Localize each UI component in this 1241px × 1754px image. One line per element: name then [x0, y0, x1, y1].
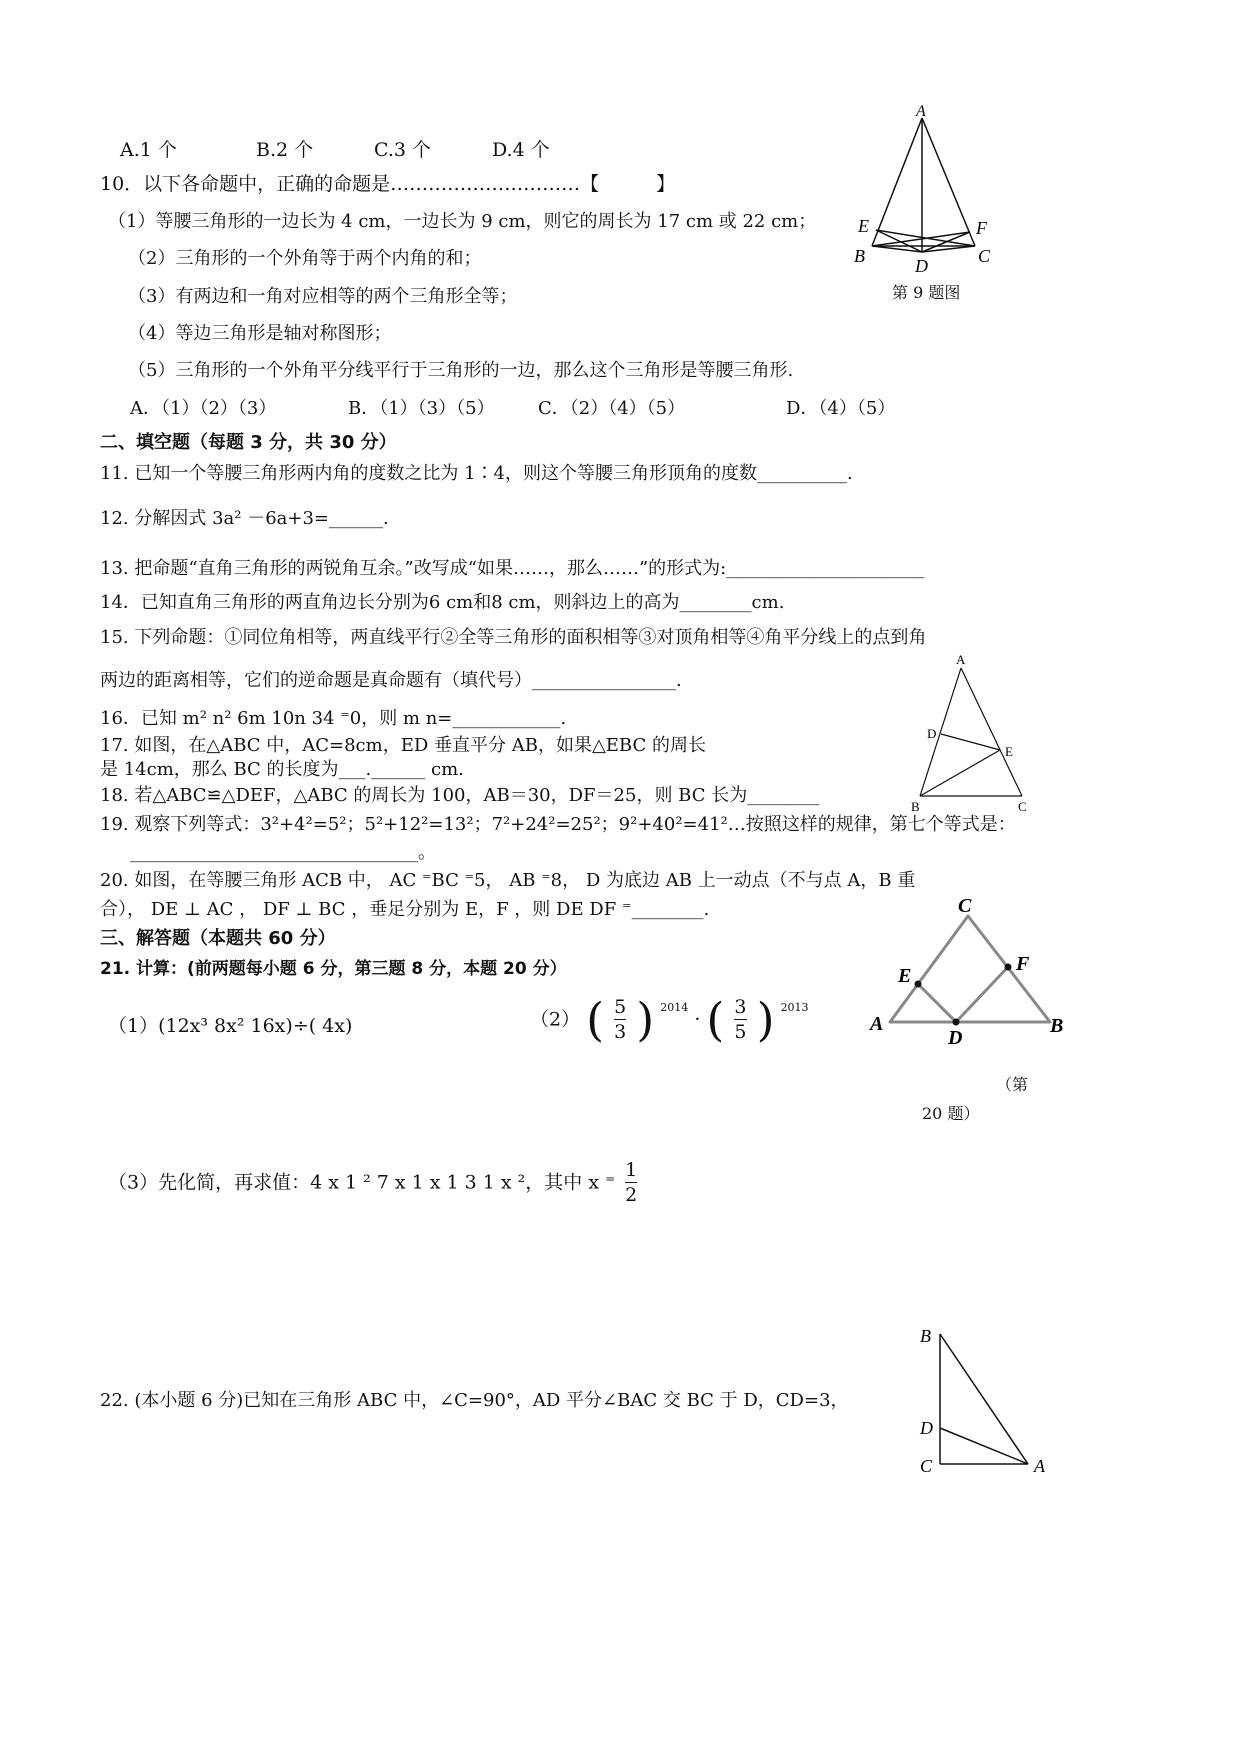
q20-label-e: E: [898, 965, 912, 987]
q20-line2: 合）， DE ⊥ AC ， DF ⊥ BC ，垂足分别为 E，F ，则 DE DF ⁼________.: [100, 899, 710, 920]
q21-part2-exp2: 2013: [780, 1001, 809, 1014]
q10-item-4: （4）等边三角形是轴对称图形；: [128, 323, 392, 344]
q9-figure-caption: 第 9 题图: [892, 283, 961, 302]
q17-label-e: E: [1005, 744, 1013, 759]
q18: 18. 若△ABC≌△DEF，△ABC 的周长为 100，AB＝30，DF＝25，则 BC 长为________: [100, 785, 820, 806]
q20-point-f: [1005, 964, 1012, 971]
q22-label-d: D: [920, 1418, 933, 1438]
q20-point-e: [915, 981, 922, 988]
q12: 12. 分解因式 3a² －6a+3=______.: [100, 508, 389, 529]
q21-part2-rparen: ): [636, 992, 655, 1047]
q16: 16．已知 m² n² 6m 10n 34 ⁼0，则 m n=____________.: [100, 708, 567, 729]
q10-item-5: （5）三角形的一个外角平分线平行于三角形的一边，那么这个三角形是等腰三角形.: [128, 360, 794, 381]
q20-caption-line1: （第: [996, 1075, 1029, 1094]
q22-label-c: C: [920, 1456, 933, 1476]
q15-line1: 15. 下列命题：①同位角相等，两直线平行②全等三角形的面积相等③对顶角相等④角平分线上的点到角: [100, 627, 927, 648]
q21-part2-rparen2: ): [756, 992, 775, 1047]
q21-part2-lparen2: (: [706, 992, 725, 1047]
q20-label-f: F: [1016, 953, 1030, 975]
q21-part2-f2-num: 3: [734, 996, 747, 1018]
q11: 11. 已知一个等腰三角形两内角的度数之比为 1∶4，则这个等腰三角形顶角的度数__________.: [100, 463, 853, 484]
q17-figure: [905, 650, 1035, 815]
q20-caption-line2: 20 题）: [922, 1104, 980, 1123]
q9-figure: [850, 100, 1010, 280]
q17-line2: 是 14cm，那么 BC 的长度为___.______ cm.: [100, 759, 464, 780]
q20-label-c: C: [958, 895, 972, 917]
q21-part3-fraction: [625, 1158, 637, 1207]
q21-part2-dot: ·: [694, 1008, 701, 1031]
q10-item-1: （1）等腰三角形的一边长为 4 cm，一边长为 9 cm，则它的周长为 17 cm 或 22 cm；: [108, 211, 817, 232]
q21-part2-prefix: （2）: [530, 1008, 581, 1031]
q21-part2: [530, 992, 809, 1059]
q21-part2-lparen: (: [586, 992, 605, 1047]
q21-part1: （1）(12x³ 8x² 16x)÷( 4x): [108, 1015, 353, 1037]
q14: 14．已知直角三角形的两直角边长分别为6 cm和8 cm，则斜边上的高为________cm.: [100, 592, 785, 613]
q17-label-d: D: [927, 726, 937, 741]
q21-part3-num: 1: [625, 1159, 638, 1181]
q17-line1: 17. 如图，在△ABC 中，AC=8cm，ED 垂直平分 AB，如果△EBC 的周长: [100, 735, 706, 756]
q9-option-c: C.3 个: [374, 139, 432, 161]
q10-option-d: D．（4）（5）: [786, 398, 896, 419]
q19-line1: 19. 观察下列等式：3²+4²=5²；5²+12²=13²；7²+24²=25²；9²+40²=41²…按照这样的规律，第七个等式是：: [100, 814, 1016, 835]
q20-label-a: A: [870, 1013, 884, 1035]
q21-part2-fraction-1: [614, 995, 626, 1044]
q22-label-b: B: [920, 1326, 931, 1346]
q20-figure: [868, 892, 1078, 1052]
q9-label-b: B: [854, 246, 865, 266]
q20-line1: 20. 如图，在等腰三角形 ACB 中， AC ⁼BC ⁼5， AB ⁼8， D 为底边 AB 上一动点（不与点 A，B 重: [100, 870, 916, 891]
q21-part2-fraction-2: [734, 995, 746, 1044]
q9-label-c: C: [978, 246, 991, 266]
q21-part3: [108, 1158, 641, 1214]
q21-part2-f1-num: 5: [614, 996, 627, 1018]
q9-option-d: D.4 个: [492, 139, 550, 161]
q21-stem: 21. 计算：(前两题每小题 6 分，第三题 8 分，本题 20 分）: [100, 959, 567, 979]
q17-label-b: B: [911, 799, 920, 814]
section3-heading: 三、解答题（本题共 60 分）: [100, 928, 336, 949]
q9-label-d: D: [915, 256, 928, 276]
q21-part2-f1-den: 3: [614, 1021, 627, 1043]
q10-item-2: （2）三角形的一个外角等于两个内角的和；: [128, 248, 482, 269]
q10-item-3: （3）有两边和一角对应相等的两个三角形全等；: [128, 286, 518, 307]
q21-part3-den: 2: [625, 1184, 638, 1206]
q15-line2: 两边的距离相等，它们的逆命题是真命题有（填代号）________________.: [100, 670, 682, 691]
q17-label-a: A: [956, 652, 966, 667]
q9-label-f: F: [976, 218, 987, 238]
q9-option-a: A.1 个: [120, 139, 177, 161]
q10-stem: 10．以下各命题中，正确的命题是…………………………【 】: [100, 173, 676, 195]
q9-label-a: A: [916, 103, 926, 120]
q10-option-c: C．（2）（4）（5）: [538, 398, 686, 419]
q10-option-a: A．（1）（2）（3）: [130, 398, 277, 419]
q19-line2: ________________________________。: [130, 842, 436, 863]
q22: 22. (本小题 6 分)已知在三角形 ABC 中，∠C=90°，AD 平分∠BAC 交 BC 于 D，CD=3，: [100, 1390, 849, 1411]
q9-label-e: E: [858, 216, 869, 236]
q20-point-d: [953, 1019, 960, 1026]
q20-label-b: B: [1050, 1015, 1064, 1037]
q22-label-a: A: [1034, 1456, 1045, 1476]
q13: 13. 把命题“直角三角形的两锐角互余。”改写成“如果……，那么……”的形式为:______________________: [100, 558, 925, 579]
q22-figure: [910, 1320, 1060, 1480]
q17-label-c: C: [1018, 799, 1027, 814]
section2-heading: 二、填空题（每题 3 分，共 30 分）: [100, 432, 397, 453]
q10-option-b: B．（1）（3）（5）: [348, 398, 495, 419]
q21-part2-f2-den: 5: [734, 1021, 747, 1043]
q21-part3-text: （3）先化简，再求值：4 x 1 ² 7 x 1 x 1 3 1 x ²，其中 x ⁼: [108, 1171, 616, 1194]
q20-label-d: D: [948, 1027, 963, 1049]
q9-option-b: B.2 个: [256, 139, 314, 161]
q21-part2-exp1: 2014: [660, 1001, 689, 1014]
